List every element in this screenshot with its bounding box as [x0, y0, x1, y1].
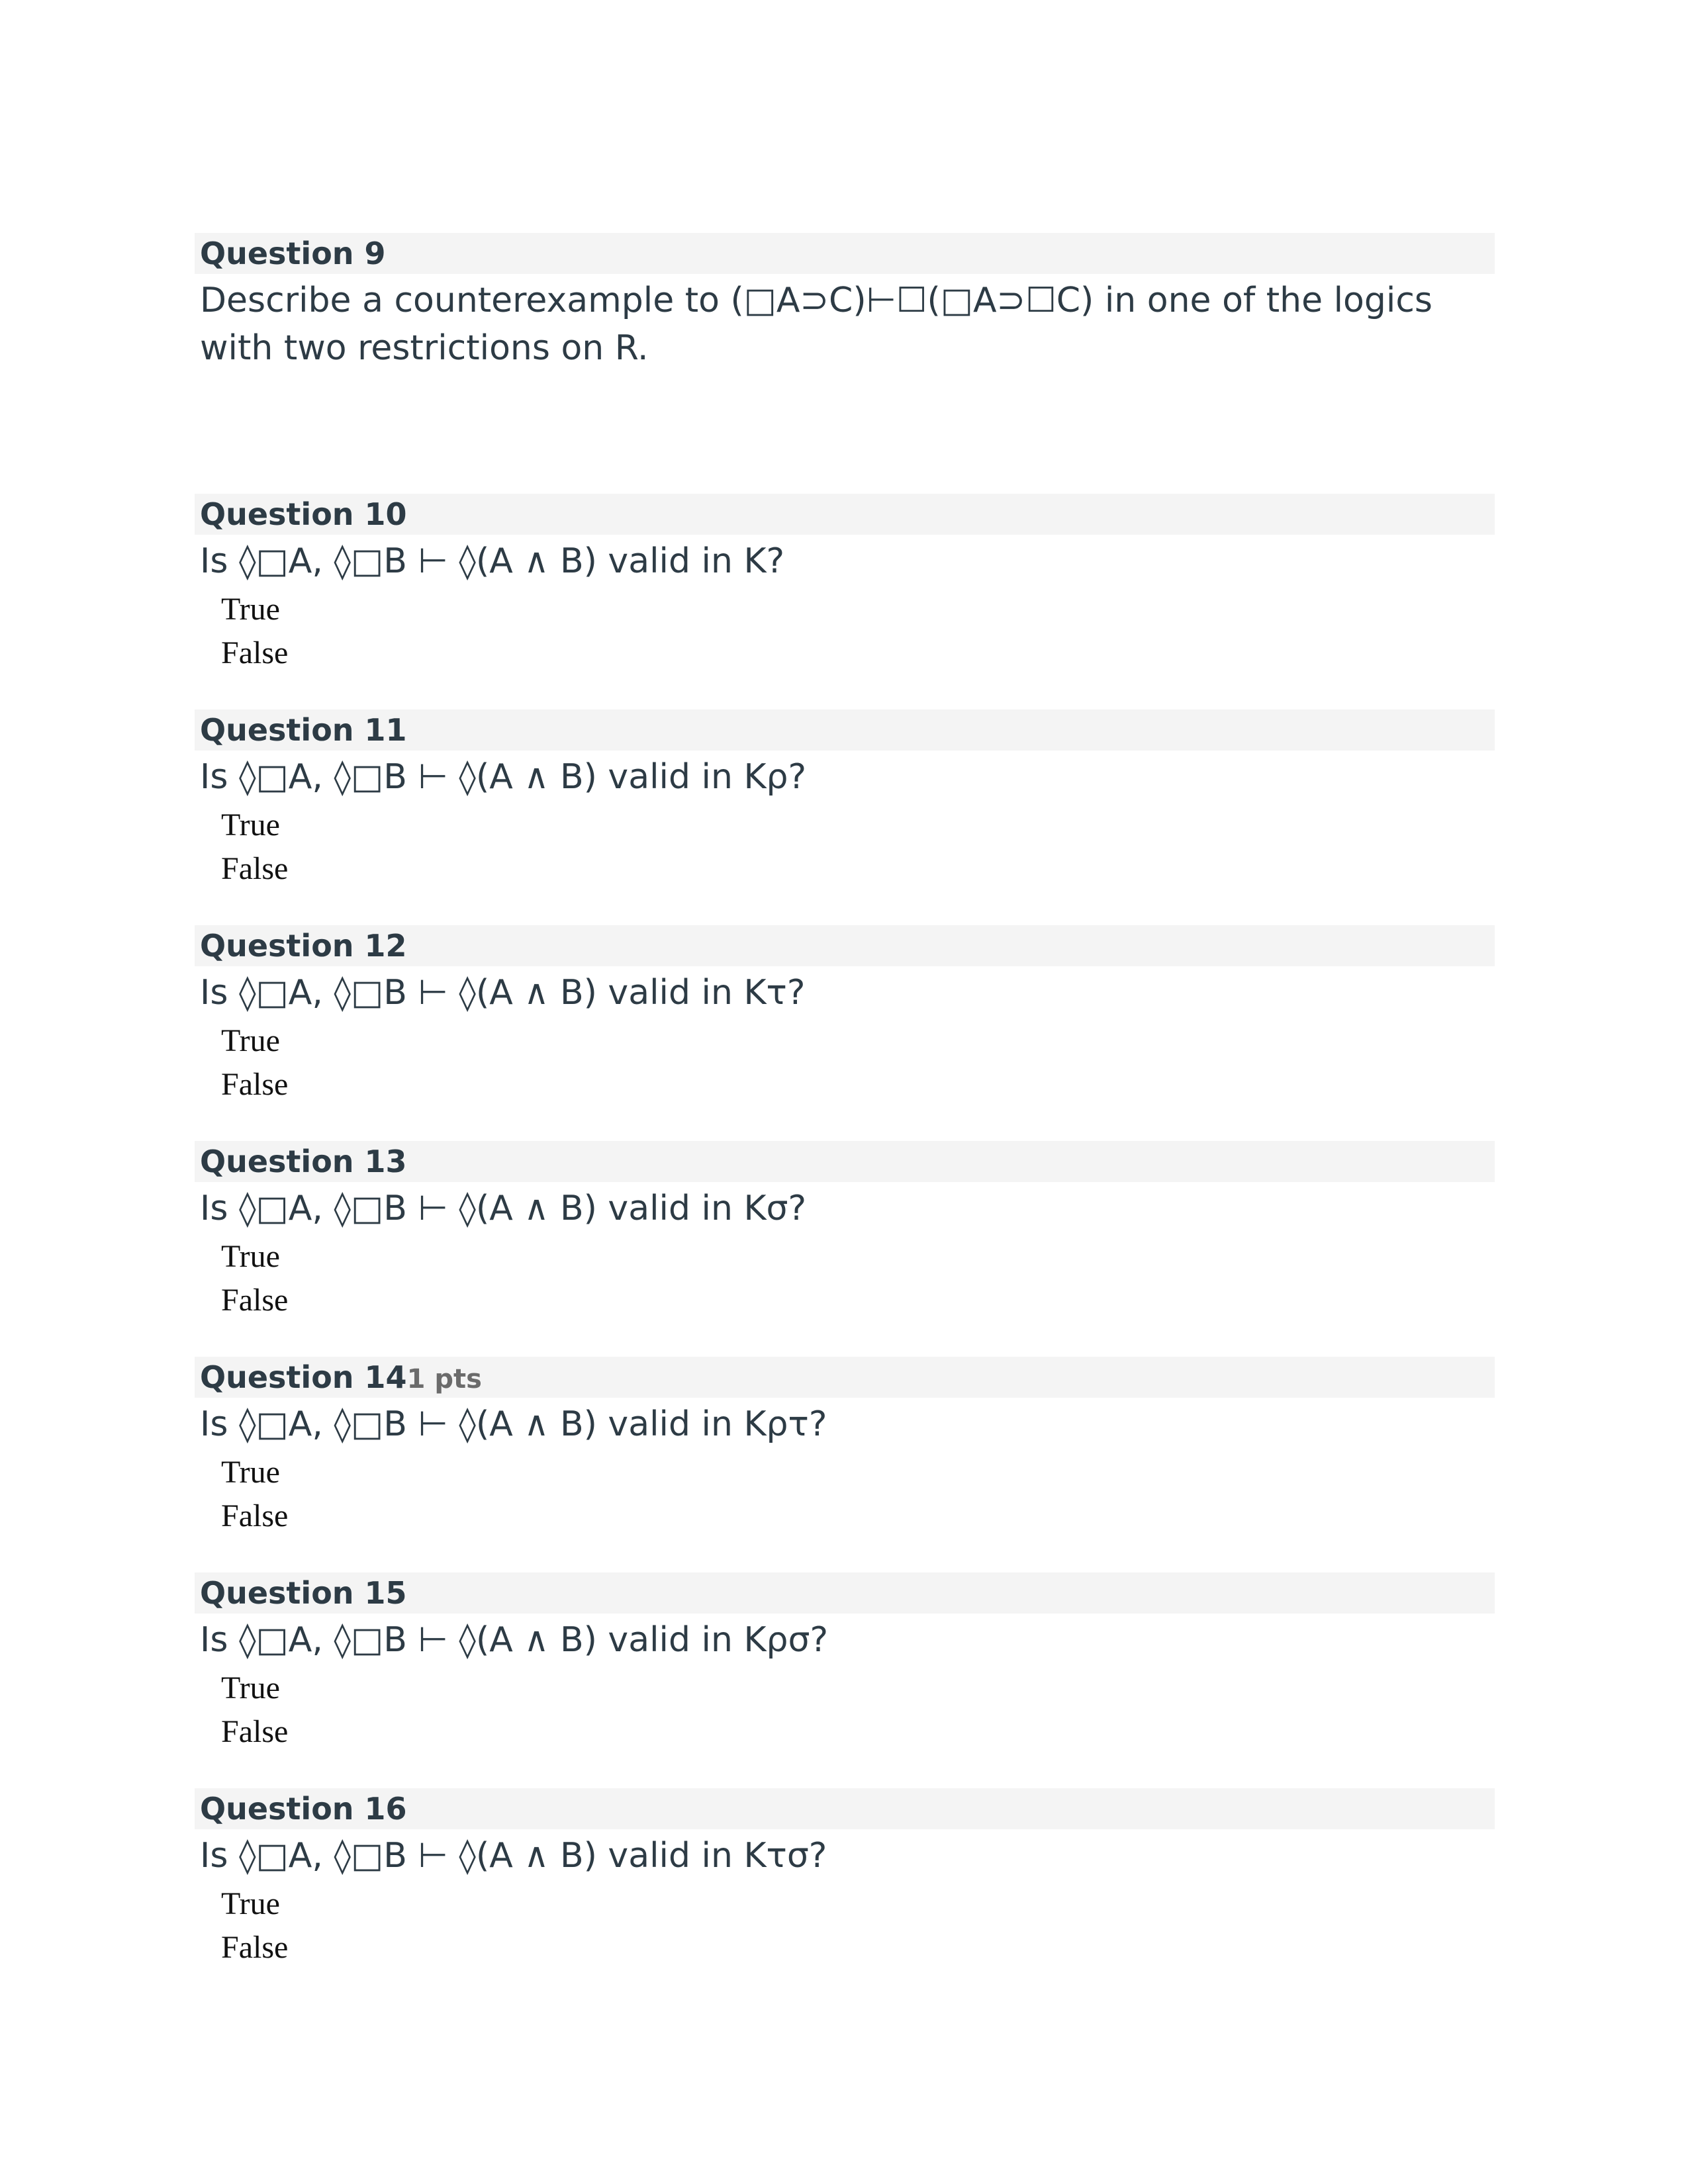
- question-title: Question 10: [200, 496, 407, 532]
- question-title: Question 11: [200, 712, 407, 748]
- question-10: [195, 494, 1495, 675]
- question-16: [195, 1788, 1495, 1970]
- question-header: [195, 1788, 1495, 1829]
- answer-option-false[interactable]: False: [221, 851, 289, 886]
- answer-option-true[interactable]: True: [221, 807, 280, 842]
- answer-option-true[interactable]: True: [221, 1455, 280, 1490]
- question-title: Question 9: [200, 236, 386, 271]
- answer-option-true[interactable]: True: [221, 1239, 280, 1274]
- answer-option-false[interactable]: False: [221, 635, 289, 670]
- question-15: [195, 1572, 1495, 1754]
- question-13: [195, 1141, 1495, 1322]
- question-text: Is ◊□A, ◊□B ⊢ ◊(A ∧ B) valid in Kρτ?: [200, 1404, 827, 1444]
- question-header: [195, 494, 1495, 535]
- question-title: Question 12: [200, 928, 407, 964]
- question-title: Question 15: [200, 1575, 407, 1611]
- answer-options: [195, 1666, 1495, 1754]
- answer-options: [195, 588, 1495, 675]
- answer-option-true[interactable]: True: [221, 1886, 280, 1921]
- question-14: [195, 1357, 1495, 1538]
- question-text: Is ◊□A, ◊□B ⊢ ◊(A ∧ B) valid in Kρ?: [200, 757, 807, 797]
- question-title: Question 16: [200, 1791, 407, 1827]
- answer-option-true[interactable]: True: [221, 1023, 280, 1058]
- answer-options: [195, 1451, 1495, 1538]
- answer-option-false[interactable]: False: [221, 1930, 289, 1965]
- question-header: [195, 233, 1495, 274]
- question-text: Is ◊□A, ◊□B ⊢ ◊(A ∧ B) valid in K?: [200, 541, 785, 581]
- question-11: [195, 709, 1495, 891]
- answer-options: [195, 1235, 1495, 1322]
- question-text: Is ◊□A, ◊□B ⊢ ◊(A ∧ B) valid in Kτ?: [200, 973, 806, 1013]
- question-header: [195, 925, 1495, 966]
- question-header: [195, 1572, 1495, 1614]
- points-label: 1 pts: [406, 1364, 482, 1394]
- question-header: [195, 709, 1495, 751]
- question-header: [195, 1141, 1495, 1182]
- answer-option-true[interactable]: True: [221, 1670, 280, 1706]
- question-header: [195, 1357, 1495, 1398]
- answer-options: [195, 1019, 1495, 1107]
- answer-option-false[interactable]: False: [221, 1498, 289, 1533]
- answer-options: [195, 1882, 1495, 1970]
- answer-option-false[interactable]: False: [221, 1067, 289, 1102]
- question-title: Question 14: [200, 1359, 407, 1395]
- answer-option-false[interactable]: False: [221, 1714, 289, 1749]
- answer-option-true[interactable]: True: [221, 592, 280, 627]
- question-text: Is ◊□A, ◊□B ⊢ ◊(A ∧ B) valid in Kσ?: [200, 1189, 807, 1228]
- question-9: [195, 233, 1495, 372]
- question-text: Is ◊□A, ◊□B ⊢ ◊(A ∧ B) valid in Kρσ?: [200, 1620, 829, 1660]
- question-12: [195, 925, 1495, 1107]
- question-text: Is ◊□A, ◊□B ⊢ ◊(A ∧ B) valid in Kτσ?: [200, 1836, 827, 1876]
- question-title: Question 13: [200, 1144, 407, 1179]
- answer-option-false[interactable]: False: [221, 1283, 289, 1318]
- question-text: Describe a counterexample to (□A⊃C)⊢☐(□A⊃☐C) in one of the logics with two restrictions on R.: [200, 281, 1432, 368]
- answer-options: [195, 803, 1495, 891]
